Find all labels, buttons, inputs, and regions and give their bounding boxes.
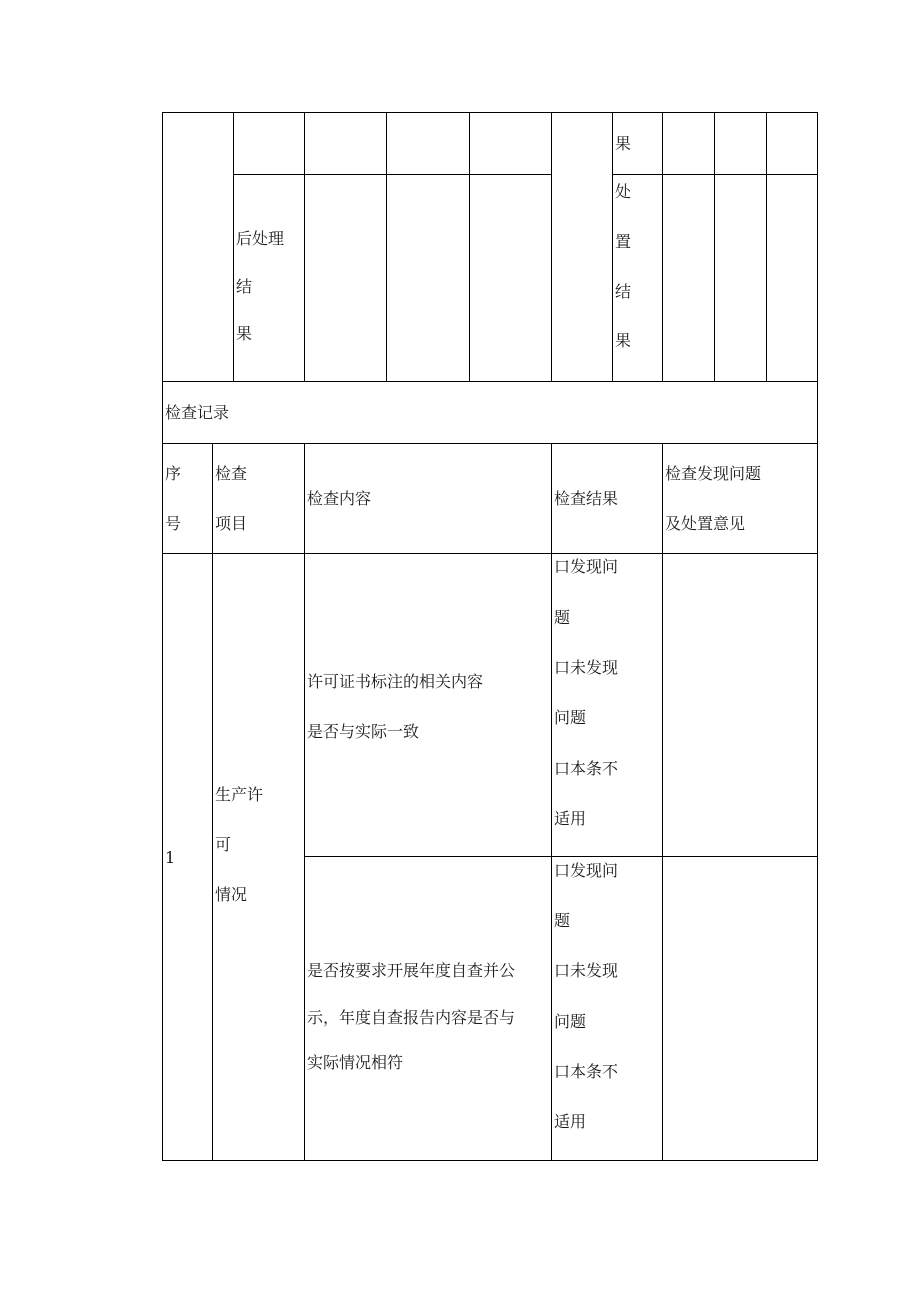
top-col-line [551, 112, 552, 381]
section-title: 检查记录 [165, 403, 230, 422]
result-label-top: 果 [615, 134, 632, 153]
top-row-divider [233, 174, 551, 175]
result-option: 题 [554, 911, 571, 930]
result-option: 题 [554, 608, 571, 627]
top-row-divider-right [612, 174, 818, 175]
result-option: 口发现问 [554, 557, 619, 576]
top-col-line [304, 112, 305, 381]
after-processing-label: 果 [236, 324, 253, 343]
top-col-line [233, 112, 234, 381]
top-col-line [662, 112, 663, 381]
top-col-line [714, 112, 715, 381]
after-processing-label: 结 [236, 277, 253, 296]
body-col-line [212, 443, 213, 1161]
header-row-bottom [162, 553, 818, 554]
top-col-line [469, 112, 470, 381]
result-option: 适用 [554, 809, 587, 828]
check-content: 是否与实际一致 [307, 722, 420, 741]
body-col-line [662, 443, 663, 1161]
check-content: 是否按要求开展年度自查并公 [307, 961, 516, 980]
result-option: 适用 [554, 1112, 587, 1131]
body-col-line [551, 443, 552, 1161]
body-col-line [304, 443, 305, 1161]
result-option: 口未发现 [554, 961, 619, 980]
header-content: 检查内容 [307, 489, 372, 508]
top-section-bottom [162, 381, 818, 382]
result-option: 口本条不 [554, 759, 619, 778]
table-border-left [162, 112, 163, 1161]
table-border-bottom [162, 1160, 818, 1161]
header-result: 检查结果 [554, 489, 619, 508]
result-option: 问题 [554, 1012, 587, 1031]
header-item: 检查 [215, 464, 248, 483]
disposal-result-label: 果 [615, 331, 632, 350]
check-row-divider [304, 856, 818, 857]
header-item: 项目 [215, 514, 248, 533]
title-row-bottom [162, 443, 818, 444]
after-processing-label: 后处理 [236, 229, 285, 248]
result-option: 口本条不 [554, 1062, 619, 1081]
header-issues: 检查发现问题 [665, 464, 762, 483]
top-col-line [612, 112, 613, 381]
disposal-result-label: 置 [615, 232, 632, 251]
result-option: 问题 [554, 708, 587, 727]
header-seq: 号 [165, 514, 182, 533]
check-content: 示，年度自查报告内容是否与 [307, 1008, 516, 1027]
row-item: 可 [215, 835, 232, 854]
top-col-line [766, 112, 767, 381]
check-content: 许可证书标注的相关内容 [307, 672, 484, 691]
result-option: 口未发现 [554, 658, 619, 677]
table-border-top [162, 112, 818, 113]
top-col-line [386, 112, 387, 381]
row-seq: 1 [165, 848, 176, 867]
result-option: 口发现问 [554, 861, 619, 880]
check-content: 实际情况相符 [307, 1053, 404, 1072]
row-item: 情况 [215, 885, 248, 904]
header-seq: 序 [165, 464, 182, 483]
header-issues: 及处置意见 [665, 514, 746, 533]
disposal-result-label: 结 [615, 282, 632, 301]
row-item: 生产许 [215, 785, 264, 804]
table-border-right [817, 112, 818, 1161]
disposal-result-label: 处 [615, 182, 632, 201]
